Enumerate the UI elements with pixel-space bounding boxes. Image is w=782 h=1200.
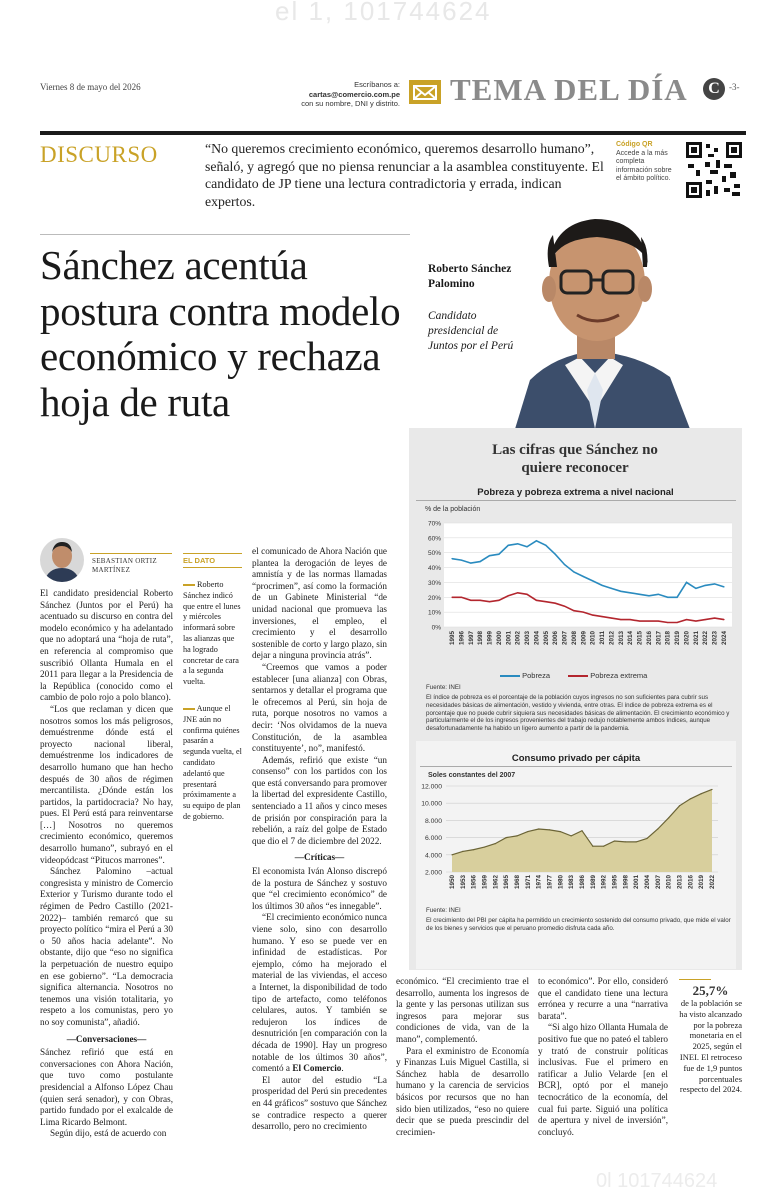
y-tick-label: 40%	[427, 565, 441, 573]
data-point	[679, 805, 680, 806]
x-tick-label: 2018	[664, 631, 672, 646]
data-point	[658, 620, 659, 621]
paragraph: el comunicado de Ahora Nación que plantea la derogación de leyes de amnistía y de las normas llamadas “procrimen”, así como la formación de un Gabinete Ministerial “de unidad nacional que promueva las inversiones, el empleo, el crecimiento y el desarrollo sostenible de corto y largo plazo, sin dejar a ninguna provincia atrás”.	[252, 546, 387, 661]
x-tick-label: 2014	[627, 631, 635, 646]
byline-rule	[90, 553, 172, 554]
data-point	[639, 620, 640, 621]
data-point	[538, 828, 539, 829]
infographic-title: Las cifras que Sánchez no quiere reconocer	[492, 442, 658, 476]
stat-rule	[679, 979, 711, 980]
x-tick-label: 2004	[533, 631, 541, 646]
paragraph: Para el exministro de Economía y Finanzas Luis Miguel Castilla, si Sánchez habla de desarrollo humano y la carencia de servicios básicos por recursos que no han sido bien utilizados, “eso no quiere decir que se pueda prescindir del crecimien-	[396, 1045, 529, 1137]
consumption-area-chart	[414, 782, 736, 904]
data-point	[705, 585, 706, 586]
x-tick-label: 1962	[492, 875, 500, 890]
data-point	[508, 545, 509, 546]
x-tick-label: 2006	[552, 631, 560, 646]
dato-rule	[183, 553, 242, 554]
paragraph	[252, 912, 387, 1074]
data-point	[555, 554, 556, 555]
paragraph: Sánchez refirió que está en conversaciones con Ahora Nación, que tuvo como postulante presidencial a Alfonso López Chau (quien será senador), y con Obras, partido fundado por el exalcalde de Lima Ricardo Belmont.	[40, 1047, 173, 1127]
y-tick-label: 30%	[427, 579, 441, 587]
dato-item-2	[183, 704, 242, 823]
data-point	[573, 610, 574, 611]
x-tick-label: 1995	[611, 875, 619, 890]
data-point	[601, 616, 602, 617]
y-tick-label: 10%	[427, 609, 441, 617]
stat-text: de la población se ha visto alcanzado por la pobreza monetaria en el 2025, según el INEI. El retroceso fue de 1,9 puntos porcentuales respecto del 2024.	[679, 998, 742, 1095]
data-point	[517, 543, 518, 544]
column-2	[252, 546, 387, 1133]
data-point	[723, 619, 724, 620]
chart2-note: El crecimiento del PBI per cápita ha permitido un crecimiento sostenido del consumo privado, que mide el valor de los bienes y servicios que el peruano promedio disfruta cada año.	[426, 917, 731, 932]
column-4	[538, 976, 668, 1138]
x-tick-label: 2010	[665, 875, 673, 890]
y-tick-label: 60%	[427, 535, 441, 543]
x-tick-label: 1974	[535, 875, 543, 890]
paragraph: “Creemos que vamos a poder establecer [una alianza] con Obras, sentarnos y detallar el programa que le ofrecemos al Perú, sin hoja de ruta, porque nosotros no vamos a decir: ‘Nos olvidamos de la nueva Constitución, de la asamblea constituyente’, no”, manifestó.	[252, 661, 387, 754]
x-tick-label: 1956	[470, 875, 478, 890]
y-tick-label: 0%	[431, 624, 441, 632]
x-tick-label: 1997	[467, 631, 475, 646]
data-point	[508, 595, 509, 596]
dato-item-text: Roberto Sánchez indicó que entre el lunes y miércoles informará sobre las alianzas que ha logrado concretar de cara a la segunda vuelta.	[183, 580, 241, 687]
data-point	[611, 617, 612, 618]
section-title: TEMA DEL DÍA	[450, 72, 688, 107]
dato-bullet	[183, 708, 195, 710]
data-point	[636, 841, 637, 842]
data-point	[686, 582, 687, 583]
header-rule	[40, 131, 746, 135]
x-tick-label: 2013	[617, 631, 625, 646]
data-point	[560, 831, 561, 832]
chart1-title-rule	[416, 500, 736, 501]
data-point	[667, 622, 668, 623]
y-tick-label: 20%	[427, 594, 441, 602]
data-point	[648, 595, 649, 596]
data-point	[611, 588, 612, 589]
qr-text: Accede a la más completa información sobre el ámbito político.	[616, 149, 672, 183]
byline-name: SEBASTIAN ORTIZ MARTÍNEZ	[92, 557, 157, 574]
data-point	[583, 612, 584, 613]
author-avatar	[40, 538, 84, 582]
data-point	[646, 838, 647, 839]
chart2-ylabel: Soles constantes del 2007	[428, 772, 516, 779]
column-3	[396, 976, 529, 1138]
dato-item-1	[183, 580, 242, 688]
x-tick-label: 1950	[449, 875, 456, 890]
x-tick-label: 1980	[557, 875, 565, 890]
x-tick-label: 2016	[687, 875, 695, 890]
letters-box	[300, 80, 400, 109]
x-tick-label: 1999	[486, 631, 494, 646]
x-tick-label: 2009	[580, 631, 588, 646]
x-tick-label: 1983	[568, 875, 576, 890]
data-point	[630, 592, 631, 593]
legend-label-pobreza-extrema: Pobreza extrema	[590, 671, 648, 680]
data-point	[473, 849, 474, 850]
data-point	[714, 583, 715, 584]
x-tick-label: 1996	[458, 631, 466, 646]
paragraph: “Si algo hizo Ollanta Humala de positivo fue que no pateó el tablero y trató de construir políticas inclusivas. Fue el primero en ratificar a Julio Velarde [en el BCR], optó por el manejo tecnocrático de la economía, del cual fui parte. Siguió una política de apertura y nivel de inversión”, concluyó.	[538, 1022, 668, 1137]
qr-info	[616, 141, 678, 184]
data-point	[470, 600, 471, 601]
data-point	[564, 606, 565, 607]
y-tick-label: 6.000	[424, 835, 442, 843]
data-point	[690, 798, 691, 799]
x-tick-label: 2007	[561, 631, 569, 646]
data-point	[545, 601, 546, 602]
chart1-legend	[500, 671, 660, 680]
data-point	[658, 594, 659, 595]
data-point	[498, 600, 499, 601]
y-tick-label: 10.000	[421, 800, 442, 808]
paragraph-text: “El crecimiento económico nunca viene solo, sino con desarrollo humano. Y eso se puede ver en infinidad de estadísticas. Por ejemplo, cómo ha mejorado el material de las viviendas, el acceso a Internet, la disponibilidad de todo tipo de artefacto, como teléfonos celulares, autos. Y también se redujeron los índices de desnutrición [en comparación con la década de 1990]. Hay un progreso notable de los últimos 30 años”, comentó a	[252, 912, 387, 1074]
data-point	[495, 843, 496, 844]
x-tick-label: 1971	[524, 875, 532, 890]
data-point	[462, 851, 463, 852]
el-comercio-logo: C	[703, 78, 725, 100]
x-tick-label: 2012	[608, 631, 616, 646]
y-tick-label: 50%	[427, 550, 441, 558]
letters-email[interactable]: cartas@comercio.com.pe	[308, 89, 400, 99]
x-tick-label: 2023	[711, 631, 719, 646]
x-tick-label: 2022	[709, 875, 716, 890]
data-point	[620, 591, 621, 592]
photo-caption-role: Candidato presidencial de Juntos por el Perú	[428, 310, 514, 352]
data-point	[723, 586, 724, 587]
x-tick-label: 2000	[495, 631, 503, 646]
data-point	[648, 620, 649, 621]
x-tick-label: 2017	[655, 631, 663, 646]
x-tick-label: 2001	[633, 875, 641, 890]
dato-item-text: Aunque el JNE aún no confirma quiénes pasarán a segunda vuelta, el candidato adelantó que presentará próximamente a su equipo de plan de gobierno.	[183, 704, 242, 821]
data-point	[677, 597, 678, 598]
data-point	[705, 619, 706, 620]
x-tick-label: 2003	[524, 631, 532, 646]
data-point	[516, 835, 517, 836]
chart1-ylabel: % de la población	[425, 506, 481, 513]
data-point	[451, 854, 452, 855]
x-tick-label: 2020	[683, 631, 691, 646]
x-tick-label: 2019	[674, 631, 682, 646]
paragraph: económico. “El crecimiento trae el desarrollo, aumenta los ingresos de la gente y las personas utilizan sus ingresos para mejorar sus condiciones de vida, van de la mano”, complementó.	[396, 976, 529, 1044]
x-tick-label: 2019	[698, 875, 706, 890]
qr-code[interactable]	[686, 142, 742, 198]
data-point	[601, 585, 602, 586]
data-point	[461, 597, 462, 598]
data-point	[686, 619, 687, 620]
chart2-source: Fuente: INEI	[426, 907, 461, 914]
chart1-title: Pobreza y pobreza extrema a nivel nacional	[477, 487, 674, 498]
chart2-title-rule	[420, 766, 732, 767]
headline: Sánchez acentúa postura contra modelo económico y rechaza hoja de ruta	[40, 242, 401, 425]
y-tick-label: 70%	[427, 520, 441, 528]
data-point	[657, 828, 658, 829]
envelope-icon	[409, 80, 441, 104]
x-tick-label: 1959	[481, 875, 489, 890]
x-tick-label: 2016	[645, 631, 653, 646]
data-point	[603, 846, 604, 847]
data-point	[564, 564, 565, 565]
data-point	[555, 603, 556, 604]
data-point	[592, 846, 593, 847]
data-point	[480, 600, 481, 601]
x-tick-label: 1995	[449, 631, 456, 646]
legend-swatch-pobreza	[500, 675, 520, 677]
x-tick-label: 1977	[546, 875, 554, 890]
data-point	[668, 817, 669, 818]
data-point	[630, 619, 631, 620]
data-point	[489, 555, 490, 556]
data-point	[711, 789, 712, 790]
data-point	[484, 846, 485, 847]
letters-title: Escríbanos a:	[354, 80, 400, 89]
x-tick-label: 2013	[676, 875, 684, 890]
x-tick-label: 2008	[570, 631, 578, 646]
data-point	[527, 831, 528, 832]
dato-bullet	[183, 584, 195, 586]
x-tick-label: 1998	[622, 875, 630, 890]
x-tick-label: 2007	[654, 875, 662, 890]
plot-area	[444, 523, 732, 627]
x-tick-label: 1968	[514, 875, 521, 890]
headline-rule	[40, 234, 410, 235]
x-tick-label: 1953	[459, 875, 467, 890]
photo-caption-name: Roberto Sánchez Palomino	[428, 263, 512, 290]
deck: “No queremos crecimiento económico, queremos desarrollo humano”, señaló, y agregó que no piensa renunciar a la asamblea constituyente. El candidato de JP tiene una lectura contradictoria y errada, indican expertos.	[205, 141, 604, 209]
data-point	[625, 841, 626, 842]
x-tick-label: 2002	[514, 631, 522, 646]
y-tick-label: 4.000	[424, 852, 442, 860]
data-point	[549, 829, 550, 830]
data-point	[714, 617, 715, 618]
paragraph: Según dijo, está de acuerdo con	[50, 1128, 167, 1139]
data-point	[695, 588, 696, 589]
x-tick-label: 1989	[589, 875, 597, 890]
kicker: DISCURSO	[40, 142, 158, 167]
data-point	[470, 563, 471, 564]
dato-rule-2	[183, 567, 242, 568]
y-tick-label: 8.000	[424, 817, 442, 825]
data-point	[517, 592, 518, 593]
chart1-note: El índice de pobreza es el porcentaje de la población cuyos ingresos no son suficientes para cubrir sus necesidades básicas de alimentación, vestido y vivienda, entre otras. El índice de pobreza extrema es el porcentaje que no puede cubrir siquiera sus necesidades básicas de alimentación. El crecimiento económico y particularmente el de los ingresos provenientes del trabajo redujo notablemente ambos índices, aunque desafortunadamente ha habido un ligero aumento a partir de la pandemia.	[426, 694, 730, 733]
chart2-title: Consumo privado per cápita	[511, 753, 641, 764]
data-point	[489, 601, 490, 602]
paragraph-end: .	[341, 1063, 344, 1074]
paragraph: El autor del estudio “La prosperidad del Perú sin precedentes en 44 gráficos” sostuvo que Sánchez se contradice respecto a querer desarrollo, pero no crecimiento	[252, 1074, 387, 1132]
data-point	[536, 540, 537, 541]
x-tick-label: 2005	[542, 631, 550, 646]
subhead: —Críticas—	[294, 852, 345, 863]
data-point	[614, 840, 615, 841]
data-point	[592, 580, 593, 581]
x-tick-label: 2001	[505, 631, 513, 646]
data-point	[583, 576, 584, 577]
data-point	[639, 594, 640, 595]
data-point	[620, 619, 621, 620]
x-tick-label: 2010	[589, 631, 597, 646]
legend-label-pobreza: Pobreza	[522, 671, 551, 680]
issue-date: Viernes 8 de mayo del 2026	[40, 82, 141, 92]
data-point	[461, 560, 462, 561]
qr-title: Código QR	[616, 141, 653, 148]
y-tick-label: 12.000	[421, 783, 442, 791]
data-point	[701, 793, 702, 794]
ghost-text: el 1, 101744624	[275, 0, 492, 26]
data-point	[581, 830, 582, 831]
data-point	[498, 554, 499, 555]
x-tick-label: 2015	[636, 631, 644, 646]
chart1-source: Fuente: INEI	[426, 684, 461, 691]
x-tick-label: 2021	[692, 631, 700, 646]
publication-name: El Comercio	[292, 1063, 342, 1074]
data-point	[451, 597, 452, 598]
x-tick-label: 2024	[721, 631, 728, 646]
data-point	[573, 571, 574, 572]
legend-swatch-pobreza-extrema	[568, 675, 588, 677]
paragraph: El candidato presidencial Roberto Sánchez (Juntos por el Perú) ha acentuado su discurso en contra del modelo económico y ha adelantado que no adoptará una “hoja de ruta”, en referencia al compromiso que suscribió Ollanta Humala en el 2011 para llegar a la Presidencia de la República (conocido como el cambio de polo rojo a polo blanco).	[40, 588, 173, 703]
x-tick-label: 1998	[477, 631, 485, 646]
paragraph: El economista Iván Alonso discrepó de la postura de Sánchez y sostuvo que “el crecimiento económico” de los últimos 30 años “es innegable”.	[252, 866, 387, 911]
x-tick-label: 1965	[503, 875, 511, 890]
data-point	[536, 600, 537, 601]
x-tick-label: 1986	[579, 875, 586, 890]
subhead: —Conversaciones—	[66, 1033, 147, 1044]
letters-note: con su nombre, DNI y distrito.	[301, 99, 400, 108]
dato-title: EL DATO	[183, 556, 216, 565]
x-tick-label: 2022	[702, 631, 710, 646]
poverty-line-chart	[414, 515, 736, 665]
ghost-text-bottom: 0l 101744624	[596, 1170, 718, 1192]
data-point	[451, 558, 452, 559]
x-tick-label: 2011	[599, 631, 607, 645]
column-1	[40, 588, 173, 1140]
paragraph: Sánchez Palomino –actual congresista y ministro de Comercio Exterior y Turismo durante todo el régimen de Pedro Castillo (2021-2022)– también remarcó que su proyecto político “mira el Perú a 30 o 50 años hacia adelante”. No obstante, dijo que “eso no significa la perpetuación de nuestro equipo en ese gobierno”. “La democracia significa alternancia. Nosotros no tenemos una visión totalitaria, yo respeto a los comunistas, pero yo no soy comunista”, añadió.	[40, 866, 173, 1027]
data-point	[667, 597, 668, 598]
stat-value: 25,7%	[692, 983, 729, 998]
data-point	[677, 622, 678, 623]
paragraph: Además, refirió que existe “un consenso” con los partidos con los que está conversando para promover la libertad del expresidente Castillo, sentenciado a 11 años y cinco meses de prisión por conspiración para la rebelión, a raíz del golpe de Estado que dio el 7 de diciembre del 2022.	[252, 754, 387, 846]
x-tick-label: 1992	[600, 875, 608, 890]
data-point	[592, 615, 593, 616]
paragraph: “Los que reclaman y dicen que nosotros somos los más peligrosos, demuéstrenme dónde está el proyecto nacional liberal, demuéstrenme los indicadores de desarrollo humano que han hecho después de 30 años de régimen mercantilista. ¿Dónde están los partidos, la partidocracia? No hay, pues. El Perú está para reinventarse […] Nosotros no queremos crecimiento económico, queremos desarrollo humano”, subrayó en el videopódcast “Pitucos marrones”.	[40, 703, 173, 865]
x-tick-label: 2004	[644, 875, 651, 890]
data-point	[480, 561, 481, 562]
page-number: -3-	[729, 82, 740, 92]
data-point	[526, 546, 527, 547]
data-point	[526, 594, 527, 595]
data-point	[571, 835, 572, 836]
data-point	[695, 620, 696, 621]
y-tick-label: 2.000	[424, 869, 442, 877]
data-point	[545, 545, 546, 546]
data-point	[506, 837, 507, 838]
paragraph: to económico”. Por ello, consideró que el candidato tiene una lectura errónea y recurre a una “narrativa barata”.	[538, 976, 668, 1021]
